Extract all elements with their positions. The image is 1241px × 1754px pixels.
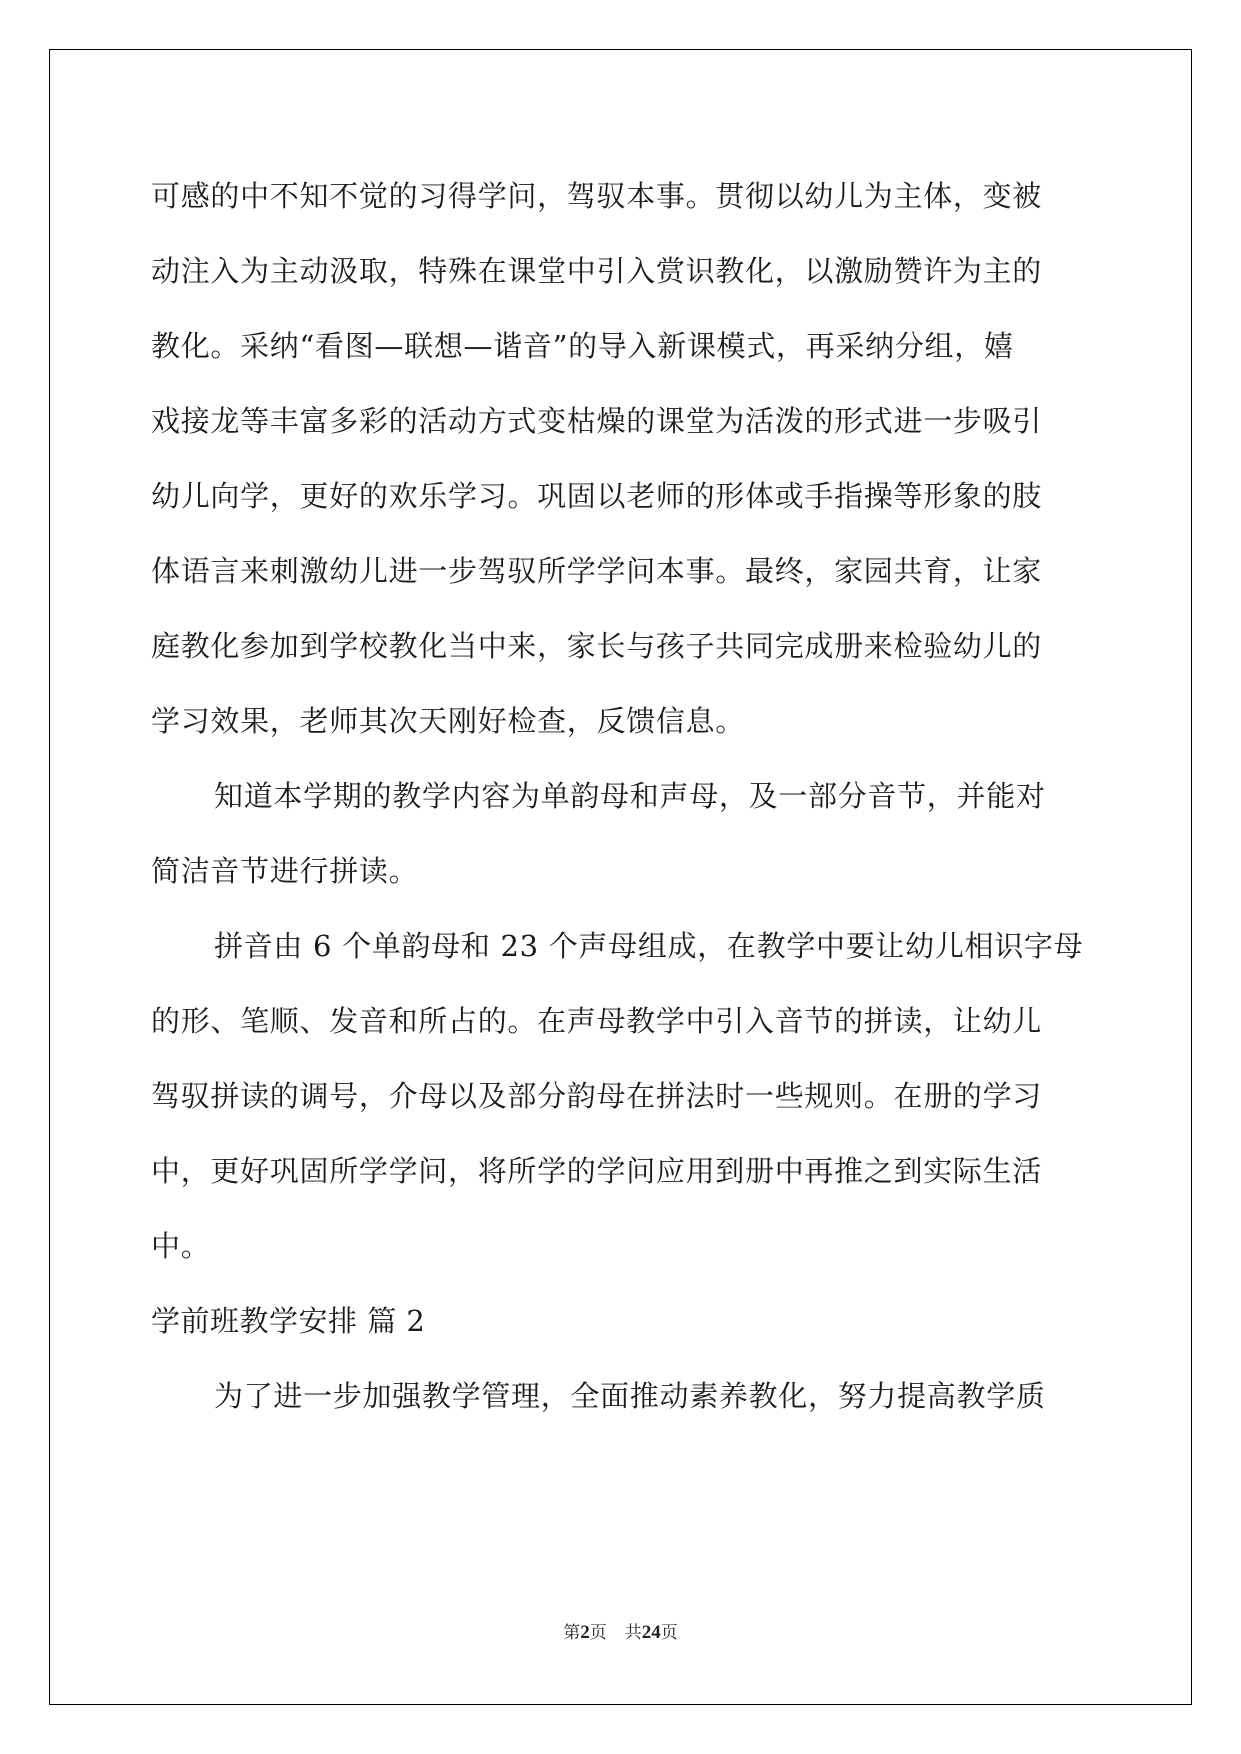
text-line-11: 拼音由 6 个单韵母和 23 个声母组成，在教学中要让幼儿相识字母 <box>214 929 1084 963</box>
text-line-3: 教化。采纳“看图—联想—谐音”的导入新课模式，再采纳分组，嬉 <box>151 329 1014 363</box>
text-line-15: 中。 <box>151 1229 211 1263</box>
total-prefix: 共 <box>624 1623 642 1643</box>
page-number: 2 <box>580 1622 590 1643</box>
text-line-8: 学习效果，老师其次天刚好检查，反馈信息。 <box>151 704 746 738</box>
total-suffix: 页 <box>660 1623 678 1643</box>
total-pages: 24 <box>641 1622 661 1643</box>
text-line-13: 驾驭拼读的调号，介母以及部分韵母在拼法时一些规则。在册的学习 <box>151 1079 1043 1113</box>
text-line-17: 为了进一步加强教学管理，全面推动素养教化，努力提高教学质 <box>214 1379 1046 1413</box>
page-footer <box>0 1618 1241 1644</box>
text-line-2: 动注入为主动汲取，特殊在课堂中引入赏识教化，以激励赞许为主的 <box>151 254 1043 288</box>
section-heading: 学前班教学安排 篇 2 <box>151 1304 426 1338</box>
text-line-1: 可感的中不知不觉的习得学问，驾驭本事。贯彻以幼儿为主体，变被 <box>151 179 1043 213</box>
text-line-10: 简洁音节进行拼读。 <box>151 854 419 888</box>
document-body <box>151 159 1084 1434</box>
text-line-4: 戏接龙等丰富多彩的活动方式变枯燥的课堂为活泼的形式进一步吸引 <box>151 404 1043 438</box>
text-line-12: 的形、笔顺、发音和所占的。在声母教学中引入音节的拼读，让幼儿 <box>151 1004 1043 1038</box>
text-line-7: 庭教化参加到学校教化当中来，家长与孩子共同完成册来检验幼儿的 <box>151 629 1043 663</box>
page-prefix: 第 <box>563 1623 581 1643</box>
page-suffix: 页 <box>589 1623 607 1643</box>
text-line-6: 体语言来刺激幼儿进一步驾驭所学学问本事。最终，家园共育，让家 <box>151 554 1043 588</box>
text-line-5: 幼儿向学，更好的欢乐学习。巩固以老师的形体或手指操等形象的肢 <box>151 479 1043 513</box>
text-line-9: 知道本学期的教学内容为单韵母和声母，及一部分音节，并能对 <box>214 779 1046 813</box>
text-line-14: 中，更好巩固所学学问，将所学的学问应用到册中再推之到实际生活 <box>151 1154 1043 1188</box>
